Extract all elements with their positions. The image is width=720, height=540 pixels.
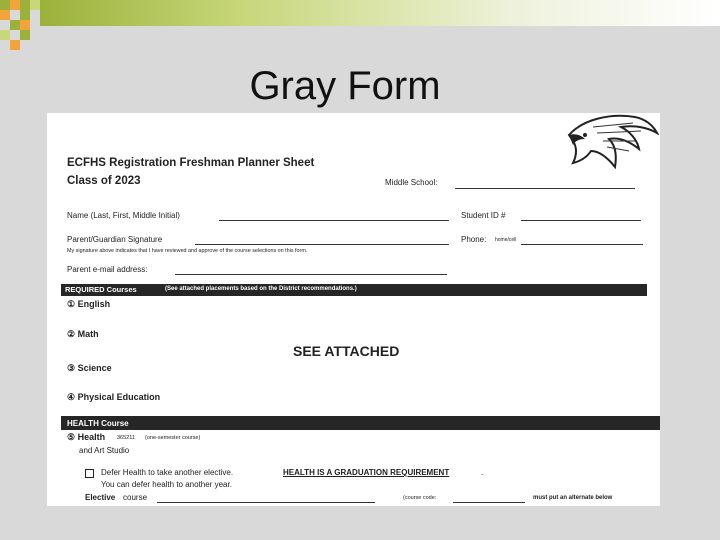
phone-label: Phone: [461, 235, 487, 244]
eagle-logo-icon [563, 113, 659, 175]
art-studio: and Art Studio [79, 446, 130, 455]
slide-title: Gray Form [249, 64, 441, 108]
health-line: ⑤ Health [67, 432, 106, 442]
signature-field[interactable] [195, 244, 449, 245]
middle-school-field[interactable] [455, 188, 635, 189]
student-id-label: Student ID # [461, 211, 506, 220]
health-code: 365211 [117, 435, 135, 441]
elective-field[interactable] [157, 502, 375, 503]
middle-school-label: Middle School: [385, 178, 438, 187]
class-of: Class of 2023 [67, 175, 141, 187]
course-code-field[interactable] [453, 502, 525, 503]
alternate-note: must put an alternate below [533, 495, 613, 501]
defer-period: . [481, 468, 484, 477]
health-course-bar [61, 416, 660, 430]
defer-sub: You can defer health to another year. [101, 480, 232, 489]
see-attached: SEE ATTACHED [293, 343, 400, 359]
health-note: (one-semester course) [145, 435, 201, 441]
form-title: ECFHS Registration Freshman Planner Sheet [67, 157, 315, 169]
defer-health-checkbox[interactable] [85, 469, 94, 478]
signature-note: My signature above indicates that I have reviewed and approve of the course selections on this form. [67, 248, 308, 254]
elective-course: course [123, 493, 148, 502]
course-english: ① English [67, 299, 111, 309]
health-header: HEALTH Course [67, 419, 129, 428]
form-document [47, 113, 660, 506]
header-gradient-bar [40, 0, 720, 26]
required-note: (See attached placements based on the District recommendations.) [165, 286, 357, 292]
name-field[interactable] [219, 220, 449, 221]
email-field[interactable] [175, 274, 447, 275]
signature-label: Parent/Guardian Signature [67, 235, 163, 244]
name-label: Name (Last, First, Middle Initial) [67, 211, 180, 220]
course-science: ③ Science [67, 363, 112, 373]
required-courses-bar [61, 284, 647, 296]
elective-label: Elective [85, 493, 116, 502]
email-label: Parent e-mail address: [67, 265, 148, 274]
phone-hint: home/cell [495, 237, 517, 243]
required-header: REQUIRED Courses [65, 285, 137, 294]
phone-field[interactable] [521, 244, 643, 245]
course-code-label: (course code: [403, 495, 437, 501]
graduation-requirement: HEALTH IS A GRADUATION REQUIREMENT [283, 468, 450, 477]
course-physical-education: ④ Physical Education [67, 392, 161, 402]
defer-text: Defer Health to take another elective. [101, 468, 234, 477]
student-id-field[interactable] [521, 220, 641, 221]
course-math: ② Math [67, 329, 99, 339]
